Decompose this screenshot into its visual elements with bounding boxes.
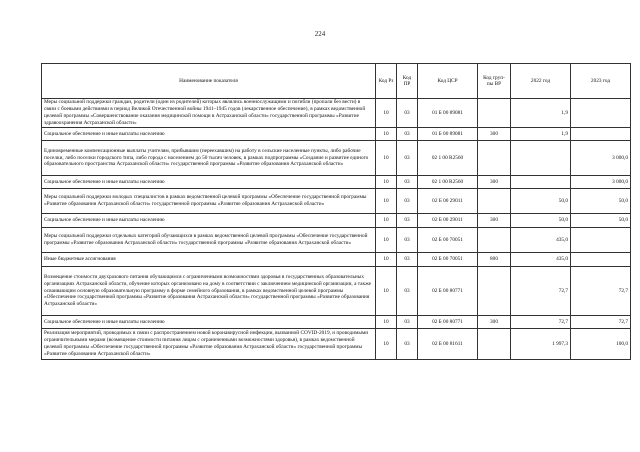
row-2023: 72,7 — [571, 267, 631, 316]
row-pr: 03 — [397, 228, 418, 253]
row-name: Возмещение стоимости двухразового питания обучающимся с ограниченными возможностями здоровья в государственных образовательных организациях Астраханской области, обучение которых организовано на дому в соответствии с заключением медицинской организации, а также осваивающим основную образовательную программу в форме семейного образования, в рамках ведомственной целевой программы «Обеспечение государственной программы «Развитие образования Астраханской области» государственной программы «Развитие образования Астраханской области» — [42, 267, 376, 316]
row-name: Меры социальной поддержки граждан, родители (один из родителей) которых являлись военнослужащими и погибли (пропали без вести) в связи с боевыми действиями в период Великой Отечественной войны 1941–1945 годов (лекарственное обеспечение), в рамках ведомственной целевой программы «Совершенствование оказания медицинской помощи в Астраханской области» государственной программы «Развитие здравоохранения Астраханской области» — [42, 99, 376, 128]
table-row — [42, 99, 631, 128]
header-vr: Код груп-пы ВР — [478, 64, 511, 99]
header-name: Наименование показателя — [42, 64, 376, 99]
row-2023: 72,7 — [571, 316, 631, 329]
row-2023: 3 000,0 — [571, 141, 631, 176]
table-row — [42, 267, 631, 316]
header-csr: Код ЦСР — [418, 64, 478, 99]
row-pr: 03 — [397, 128, 418, 141]
row-rz: 10 — [376, 189, 397, 214]
row-2023: 50,0 — [571, 189, 631, 214]
row-pr: 03 — [397, 316, 418, 329]
row-2022: 1,9 — [511, 99, 571, 128]
row-pr: 03 — [397, 176, 418, 189]
table-row — [42, 128, 631, 141]
table-row — [42, 228, 631, 253]
row-pr: 03 — [397, 267, 418, 316]
row-csr: 02 Б 00 70051 — [418, 228, 478, 253]
budget-table — [41, 63, 631, 360]
row-2022: 50,0 — [511, 214, 571, 228]
row-pr: 03 — [397, 329, 418, 360]
row-rz: 10 — [376, 228, 397, 253]
row-csr: 01 Б 00 89081 — [418, 99, 478, 128]
row-name: Меры социальной поддержки отдельных категорий обучающихся в рамках ведомственной целевой программы «Обеспечение государственной программы «Развитие образования Астраханской области» государственной программы «Развитие образования Астраханской области» — [42, 228, 376, 253]
row-name: Социальное обеспечение и иные выплаты населению — [42, 128, 376, 141]
row-name: Иные бюджетные ассигнования — [42, 253, 376, 267]
row-2022: 72,7 — [511, 316, 571, 329]
table-row — [42, 189, 631, 214]
row-rz: 10 — [376, 267, 397, 316]
header-2023: 2023 год — [571, 64, 631, 99]
row-2022: 1,9 — [511, 128, 571, 141]
row-2022: 1 997,3 — [511, 329, 571, 360]
row-2023 — [571, 228, 631, 253]
row-pr: 03 — [397, 189, 418, 214]
row-csr: 02 Б 00 80771 — [418, 316, 478, 329]
row-pr: 03 — [397, 253, 418, 267]
row-vr — [478, 189, 511, 214]
row-vr — [478, 141, 511, 176]
row-rz: 10 — [376, 99, 397, 128]
table-row — [42, 141, 631, 176]
row-csr: 02 Б 00 29011 — [418, 189, 478, 214]
row-2023 — [571, 128, 631, 141]
table-row — [42, 214, 631, 228]
row-pr: 03 — [397, 214, 418, 228]
table-row — [42, 329, 631, 360]
page-number: 224 — [314, 30, 326, 38]
row-2023 — [571, 253, 631, 267]
row-csr: 02 Б 00 70051 — [418, 253, 478, 267]
row-vr: 300 — [478, 176, 511, 189]
row-rz: 10 — [376, 214, 397, 228]
row-vr: 300 — [478, 214, 511, 228]
row-name: Социальное обеспечение и иные выплаты населению — [42, 176, 376, 189]
header-rz: Код Рз — [376, 64, 397, 99]
row-rz: 10 — [376, 329, 397, 360]
row-2023: 100,0 — [571, 329, 631, 360]
row-2022: 50,0 — [511, 189, 571, 214]
row-2022: 435,0 — [511, 253, 571, 267]
row-name: Меры социальной поддержки молодых специалистов в рамках ведомственной целевой программы «Обеспечение государственной программы «Развитие образования Астраханской области» государственной программы «Развитие образования Астраханской области» — [42, 189, 376, 214]
row-csr: 02 Б 00 81611 — [418, 329, 478, 360]
table-header-row — [42, 64, 631, 99]
row-2022: 435,0 — [511, 228, 571, 253]
row-2023 — [571, 99, 631, 128]
row-vr — [478, 228, 511, 253]
row-2023: 3 000,0 — [571, 176, 631, 189]
header-2022: 2022 год — [511, 64, 571, 99]
header-pr: Код ПР — [397, 64, 418, 99]
row-name: Социальное обеспечение и иные выплаты населению — [42, 316, 376, 329]
row-2022 — [511, 176, 571, 189]
row-2022 — [511, 141, 571, 176]
table-row — [42, 253, 631, 267]
row-rz: 10 — [376, 141, 397, 176]
row-csr: 02 1 00 R2560 — [418, 141, 478, 176]
row-rz: 10 — [376, 316, 397, 329]
row-rz: 10 — [376, 128, 397, 141]
row-vr: 800 — [478, 253, 511, 267]
row-vr: 300 — [478, 128, 511, 141]
row-vr — [478, 267, 511, 316]
row-vr — [478, 99, 511, 128]
row-csr: 02 Б 00 29011 — [418, 214, 478, 228]
row-name: Реализация мероприятий, проводимых в связи с распространением новой коронавирусной инфекции, вызванной COVID-2019, и проводимыми ограничительными мерами (возмещение стоимости питания лицам с ограниченными возможностями здоровья), в рамках ведомственной целевой программы «Обеспечение государственной программы «Развитие образования Астраханской области» государственной программы «Развитие образования Астраханской области» — [42, 329, 376, 360]
row-rz: 10 — [376, 176, 397, 189]
row-pr: 03 — [397, 99, 418, 128]
row-name: Единовременные компенсационные выплаты учителям, прибывшим (переехавшим) на работу в сельские населенные пункты, либо рабочие поселки, либо поселки городского типа, либо города с населением до 50 тысяч человек, в рамках подпрограммы «Создание и развитие единого образовательного пространства Астраханской области» государственной программы «Развитие образования Астраханской области» — [42, 141, 376, 176]
row-name: Социальное обеспечение и иные выплаты населению — [42, 214, 376, 228]
row-2022: 72,7 — [511, 267, 571, 316]
row-vr: 300 — [478, 316, 511, 329]
row-vr — [478, 329, 511, 360]
row-pr: 03 — [397, 141, 418, 176]
table-row — [42, 316, 631, 329]
row-rz: 10 — [376, 253, 397, 267]
row-csr: 01 Б 00 89081 — [418, 128, 478, 141]
row-csr: 02 1 00 R2560 — [418, 176, 478, 189]
table-row — [42, 176, 631, 189]
row-csr: 02 Б 00 80771 — [418, 267, 478, 316]
row-2023: 50,0 — [571, 214, 631, 228]
